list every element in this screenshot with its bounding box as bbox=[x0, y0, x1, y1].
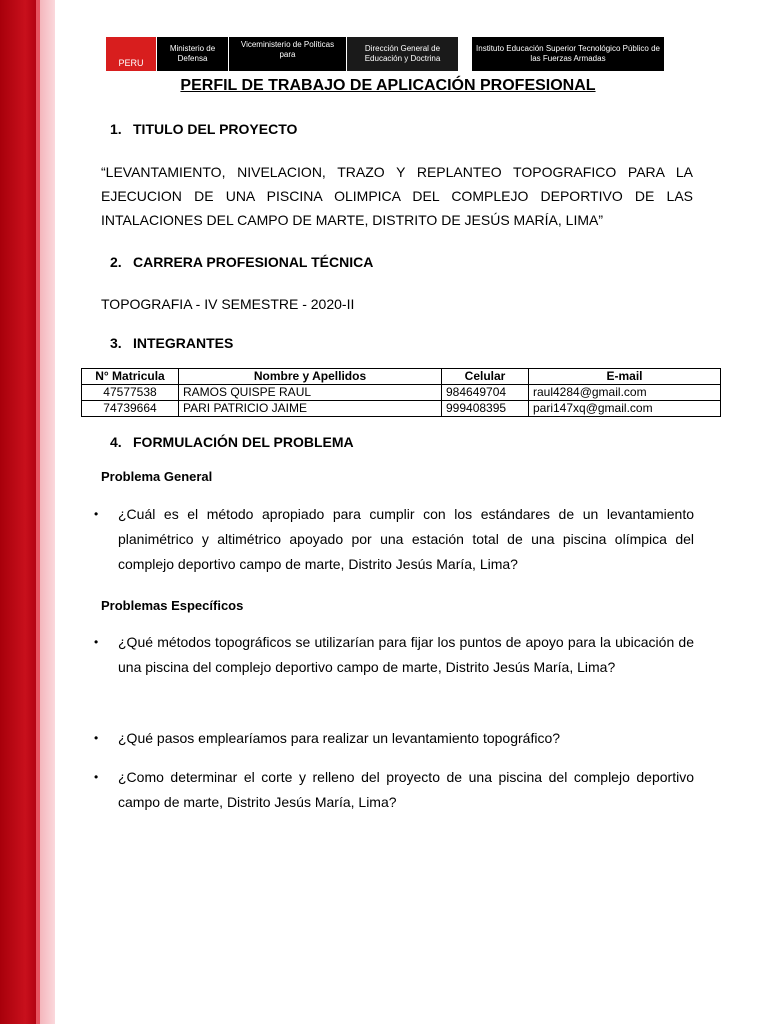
section-heading-2 bbox=[110, 254, 373, 270]
list-item-text: ¿Como determinar el corte y relleno del proyecto de una piscina del complejo deportivo campo de marte, Distrito Jesús María, Lima? bbox=[118, 769, 694, 810]
table-cell: raul4284@gmail.com bbox=[529, 385, 721, 401]
table-header-row bbox=[82, 369, 721, 385]
ministry-logo: Ministerio de Defensa bbox=[156, 37, 228, 71]
section-label: TITULO DEL PROYECTO bbox=[133, 121, 298, 137]
section-number: 3. bbox=[110, 335, 122, 351]
bullet-icon: • bbox=[94, 731, 99, 745]
career-text: TOPOGRAFIA - IV SEMESTRE - 2020-II bbox=[101, 296, 355, 312]
section-label: FORMULACIÓN DEL PROBLEMA bbox=[133, 434, 354, 450]
section-label: INTEGRANTES bbox=[133, 335, 234, 351]
left-pink-band bbox=[40, 0, 55, 1024]
table-cell: 984649704 bbox=[442, 385, 529, 401]
column-header: E-mail bbox=[529, 369, 721, 385]
column-header: N° Matricula bbox=[82, 369, 179, 385]
table-cell: 74739664 bbox=[82, 401, 179, 417]
table-cell: pari147xq@gmail.com bbox=[529, 401, 721, 417]
table-cell: 999408395 bbox=[442, 401, 529, 417]
list-item bbox=[94, 502, 694, 577]
table-row bbox=[82, 385, 721, 401]
list-item bbox=[94, 630, 694, 680]
bullet-icon: • bbox=[94, 770, 99, 784]
column-header: Celular bbox=[442, 369, 529, 385]
list-item bbox=[94, 765, 694, 815]
document-title: PERFIL DE TRABAJO DE APLICACIÓN PROFESIONAL bbox=[180, 77, 596, 94]
project-title-text: “LEVANTAMIENTO, NIVELACION, TRAZO Y REPLANTEO TOPOGRAFICO PARA LA EJECUCION DE UNA PISCINA OLIMPICA DEL COMPLEJO DEPORTIVO DE LAS INTALACIONES DEL CAMPO DE MARTE, DISTRITO DE JESÚS MARÍA, LIMA” bbox=[101, 164, 693, 228]
bullet-icon: • bbox=[94, 507, 99, 521]
table-row bbox=[82, 401, 721, 417]
list-item bbox=[94, 726, 694, 751]
column-header: Nombre y Apellidos bbox=[179, 369, 442, 385]
left-red-band bbox=[0, 0, 36, 1024]
header-gap bbox=[458, 37, 472, 71]
specific-problems-label: Problemas Específicos bbox=[101, 598, 244, 613]
section-number: 2. bbox=[110, 254, 122, 270]
bullet-icon: • bbox=[94, 635, 99, 649]
list-item-text: ¿Qué métodos topográficos se utilizarían para fijar los puntos de apoyo para la ubicación de una piscina del complejo deportivo campo de marte, Distrito Jesús María, Lima? bbox=[118, 634, 694, 675]
section-heading-4 bbox=[110, 434, 354, 450]
general-problem-label: Problema General bbox=[101, 469, 213, 484]
peru-logo: PERU bbox=[106, 37, 156, 71]
section-heading-1 bbox=[110, 121, 297, 137]
section-label: CARRERA PROFESIONAL TÉCNICA bbox=[133, 254, 374, 270]
section-heading-3 bbox=[110, 335, 233, 351]
institute-logo: Instituto Educación Superior Tecnológico Público de las Fuerzas Armadas bbox=[472, 37, 664, 71]
list-item-text: ¿Cuál es el método apropiado para cumplir con los estándares de un levantamiento planimétrico y altimétrico apoyado por una estación total de una piscina olímpica del complejo deportivo campo de marte, Distrito Jesús María, Lima? bbox=[118, 506, 694, 572]
table-cell: RAMOS QUISPE RAUL bbox=[179, 385, 442, 401]
table-cell: PARI PATRICIO JAIME bbox=[179, 401, 442, 417]
members-table bbox=[81, 368, 721, 417]
viceministry-logo: Viceministerio de Políticas para bbox=[228, 37, 346, 71]
list-item-text: ¿Qué pasos emplearíamos para realizar un levantamiento topográfico? bbox=[118, 730, 561, 746]
section-number: 1. bbox=[110, 121, 122, 137]
direction-logo: Dirección General de Educación y Doctrina bbox=[346, 37, 458, 71]
table-cell: 47577538 bbox=[82, 385, 179, 401]
institution-logo-strip bbox=[106, 37, 664, 71]
section-number: 4. bbox=[110, 434, 122, 450]
